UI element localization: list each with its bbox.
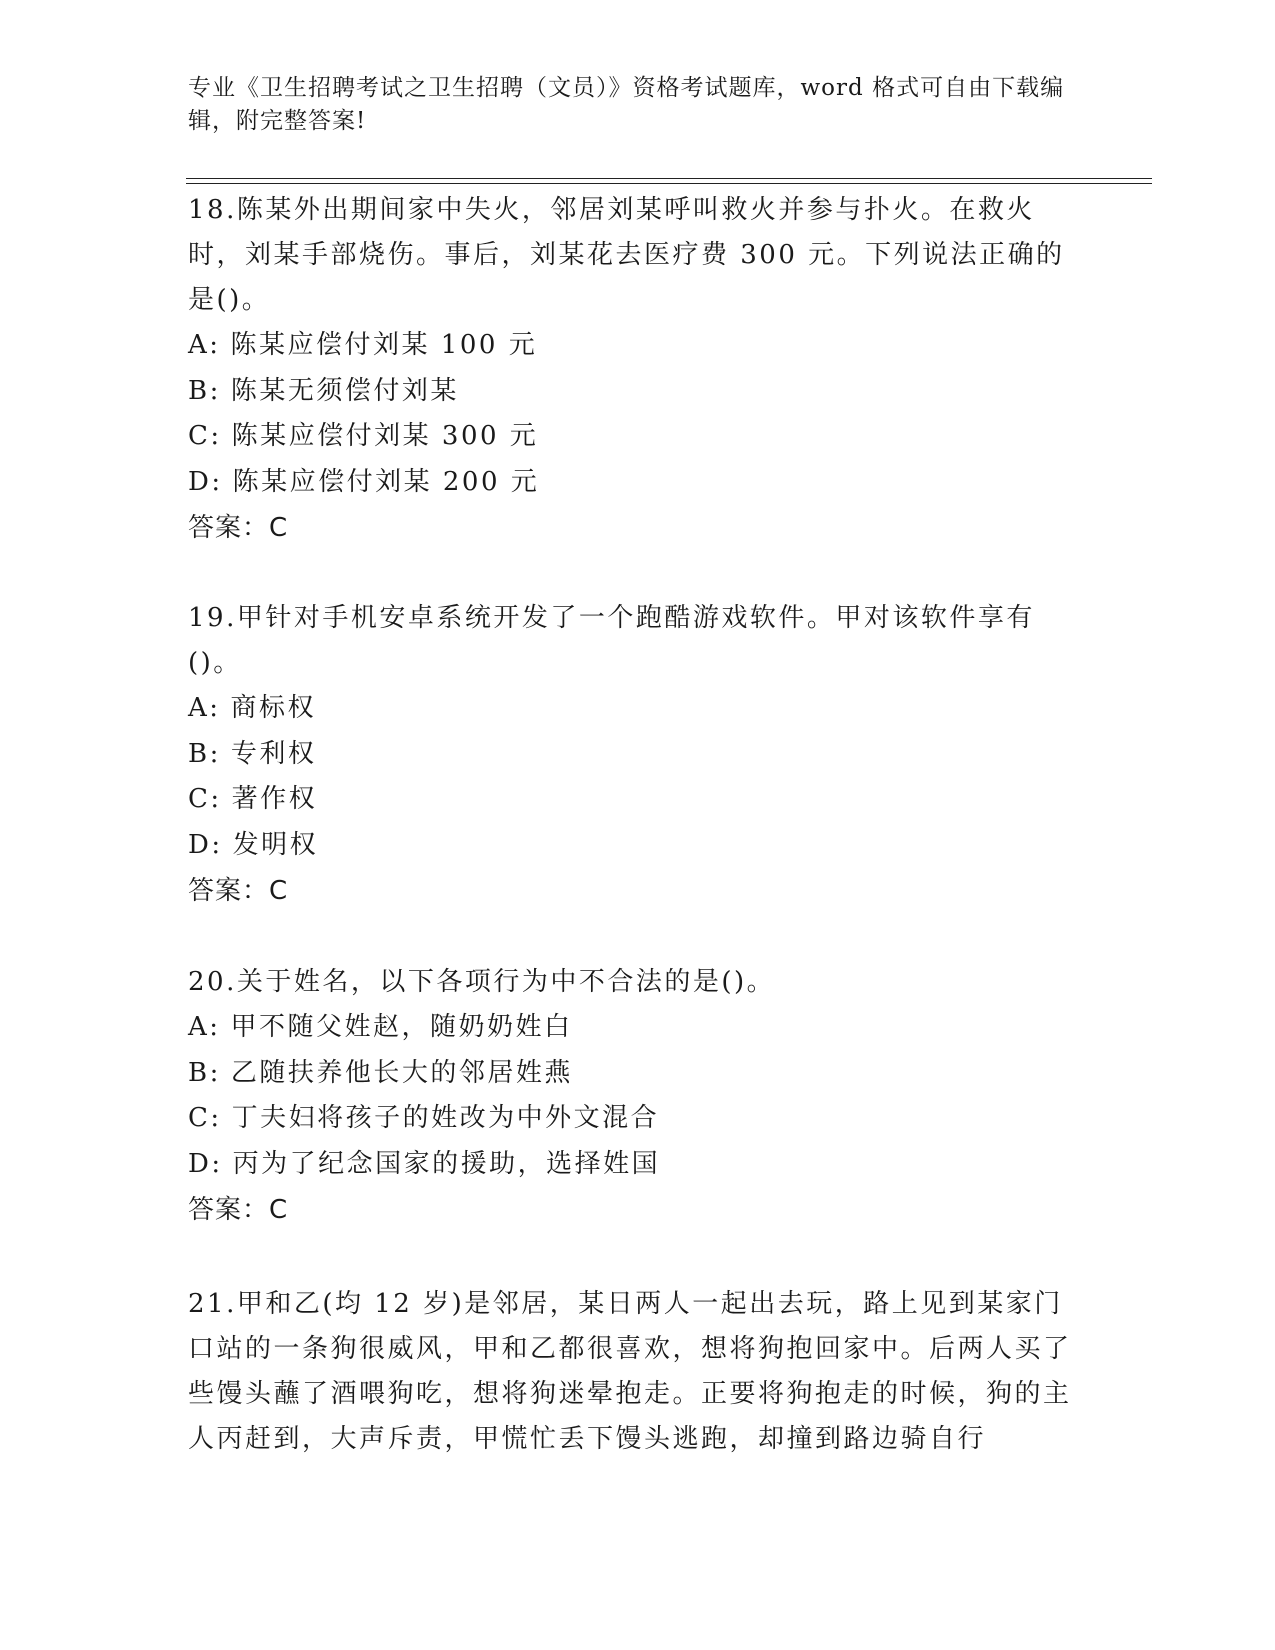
option-label: A: [188,1012,221,1042]
option-text: 著作权 [231,784,318,814]
option-label: D: [188,1148,223,1179]
question-18 [188,188,1088,551]
answer: 答案：C [188,876,289,906]
option-d [188,1142,1088,1188]
option-c [188,777,1088,823]
option-c [188,1096,1088,1142]
question-19 [188,596,1088,914]
option-label: C: [188,421,222,451]
option-label: A: [188,693,221,723]
option-d [188,823,1088,869]
question-21 [188,1282,1088,1462]
option-label: A: [188,330,221,360]
option-label: D: [188,829,223,860]
option-text: 商标权 [230,693,317,723]
header-divider [186,178,1152,179]
header-divider-double [186,183,1152,184]
option-text: 陈某无须偿付刘某 [230,375,459,406]
option-text: 陈某应偿付刘某 200 元 [232,466,540,497]
option-a [188,1005,1088,1051]
option-d [188,460,1088,506]
option-a [188,323,1088,369]
option-label: B: [188,1057,221,1088]
option-text: 丙为了纪念国家的援助，选择姓国 [232,1148,661,1179]
answer: 答案：C [188,1195,289,1225]
option-text: 陈某应偿付刘某 100 元 [230,330,538,360]
option-text: 陈某应偿付刘某 300 元 [231,421,539,451]
answer: 答案：C [188,513,289,543]
option-b [188,732,1088,778]
option-a [188,686,1088,732]
option-label: D: [188,466,223,497]
option-label: C: [188,784,222,814]
option-label: C: [188,1103,222,1133]
question-stem: 20.关于姓名，以下各项行为中不合法的是()。 [188,967,776,997]
document-header: 专业《卫生招聘考试之卫生招聘（文员）》资格考试题库，word 格式可自由下载编辑，附完整答案! [188,75,1065,134]
option-label: B: [188,375,221,406]
question-stem: 18.陈某外出期间家中失火，邻居刘某呼叫救火并参与扑火。在救火时，刘某手部烧伤。事后，刘某花去医疗费 300 元。下列说法正确的是()。 [188,195,1065,315]
option-text: 甲不随父姓赵，随奶奶姓白 [230,1012,573,1042]
question-stem: 21.甲和乙(均 12 岁)是邻居，某日两人一起出去玩，路上见到某家门口站的一条狗很威风，甲和乙都很喜欢，想将狗抱回家中。后两人买了些馒头蘸了酒喂狗吃，想将狗迷晕抱走。正要将狗抱走的时候，狗的主人丙赶到，大声斥责，甲慌忙丢下馒头逃跑，却撞到路边骑自行 [188,1289,1072,1454]
option-text: 丁夫妇将孩子的姓改为中外文混合 [231,1103,660,1133]
option-text: 专利权 [230,738,317,769]
option-b [188,1051,1088,1097]
question-20 [188,960,1088,1233]
option-text: 发明权 [232,829,319,860]
option-c [188,414,1088,460]
option-label: B: [188,738,221,769]
question-stem: 19.甲针对手机安卓系统开发了一个跑酷游戏软件。甲对该软件享有()。 [188,603,1035,678]
option-b [188,369,1088,415]
option-text: 乙随扶养他长大的邻居姓燕 [230,1057,573,1088]
